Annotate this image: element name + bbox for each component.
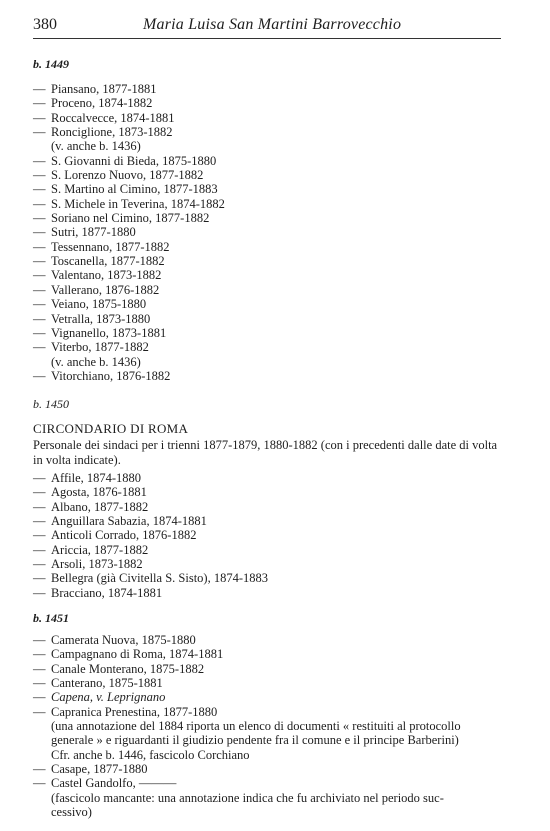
entry-text: Vetralla, 1873-1880 <box>51 311 151 326</box>
entry-text: Valentano, 1873-1882 <box>51 268 162 283</box>
dash-marker: — <box>33 96 46 111</box>
entry-text: Capranica Prenestina, 1877-1880 <box>51 704 218 719</box>
entry-text: Piansano, 1877-1881 <box>51 82 157 96</box>
list-item <box>33 776 513 790</box>
list-item <box>33 676 513 690</box>
dash-marker: — <box>33 368 46 383</box>
entry-text: Castel Gandolfo, ——— <box>51 776 177 791</box>
entry-text: Proceno, 1874-1882 <box>51 96 153 111</box>
list-item <box>33 471 513 485</box>
dash-marker: — <box>33 268 46 283</box>
list-item <box>33 647 513 661</box>
entry-text: Canterano, 1875-1881 <box>51 676 163 691</box>
dash-marker: — <box>33 225 46 240</box>
list-item <box>33 762 513 776</box>
entry-text: Camerata Nuova, 1875-1880 <box>51 633 196 647</box>
entry-text: Bracciano, 1874-1881 <box>51 585 163 600</box>
busta-label: b. 1450 <box>33 397 69 411</box>
entry-text: Arsoli, 1873-1882 <box>51 557 143 572</box>
entry-text: Vallerano, 1876-1882 <box>51 282 160 297</box>
dash-marker: — <box>33 239 46 254</box>
list-item <box>33 211 513 225</box>
list-item <box>33 705 513 719</box>
entry-text: Soriano nel Cimino, 1877-1882 <box>51 211 210 226</box>
dash-marker: — <box>33 585 46 600</box>
dash-marker: — <box>33 776 46 791</box>
entry-text: Cfr. anche b. 1446, fascicolo Corchiano <box>51 747 250 762</box>
list-item <box>33 168 513 182</box>
dash-marker: — <box>33 254 46 269</box>
section-busta-1451 <box>33 611 513 819</box>
dash-marker: — <box>33 571 46 586</box>
entry-text: S. Lorenzo Nuovo, 1877-1882 <box>51 168 204 183</box>
dash-marker: — <box>33 297 46 312</box>
list-item <box>33 125 513 139</box>
dash-marker: — <box>33 676 46 691</box>
dash-marker: — <box>33 125 46 140</box>
list-item <box>33 154 513 168</box>
dash-marker: — <box>33 690 46 705</box>
page-header <box>33 14 501 39</box>
list-item <box>33 571 513 585</box>
dash-marker: — <box>33 514 46 529</box>
entry-note <box>33 791 513 805</box>
list-item <box>33 240 513 254</box>
entry-text: Veiano, 1875-1880 <box>51 297 147 312</box>
entry-text: S. Michele in Teverina, 1874-1882 <box>51 196 225 211</box>
entry-list <box>33 633 513 819</box>
list-item <box>33 662 513 676</box>
busta-label: b. 1451 <box>33 611 69 625</box>
entry-text: (v. anche b. 1436) <box>51 354 141 369</box>
entry-text: (fascicolo mancante: una annotazione indica che fu archiviato nel periodo suc- <box>51 790 444 805</box>
list-item <box>33 268 513 282</box>
dash-marker: — <box>33 542 46 557</box>
list-item <box>33 182 513 196</box>
entry-text: Tessennano, 1877-1882 <box>51 239 170 254</box>
entry-text: (una annotazione del 1884 riporta un elenco di documenti « restituiti al protocollo <box>51 719 461 734</box>
entry-text: Roccalvecce, 1874-1881 <box>51 110 175 125</box>
dash-marker: — <box>33 211 46 226</box>
entry-text: Bellegra (già Civitella S. Sisto), 1874-1883 <box>51 571 268 586</box>
list-item <box>33 197 513 211</box>
list-item <box>33 96 513 110</box>
list-item <box>33 586 513 600</box>
entry-text: Affile, 1874-1880 <box>51 471 142 485</box>
entry-text: Toscanella, 1877-1882 <box>51 254 165 269</box>
dash-marker: — <box>33 196 46 211</box>
list-item <box>33 312 513 326</box>
dash-marker: — <box>33 325 46 340</box>
dash-marker: — <box>33 110 46 125</box>
list-item <box>33 543 513 557</box>
dash-marker: — <box>33 153 46 168</box>
list-item <box>33 297 513 311</box>
district-heading: CIRCONDARIO DI ROMA <box>33 421 189 436</box>
entry-text: Campagnano di Roma, 1874-1881 <box>51 647 224 662</box>
dash-marker: — <box>33 528 46 543</box>
list-item <box>33 340 513 354</box>
dash-marker: — <box>33 762 46 777</box>
entry-note <box>33 139 513 153</box>
entry-note <box>33 719 513 733</box>
dash-marker: — <box>33 182 46 197</box>
list-item <box>33 111 513 125</box>
dash-marker: — <box>33 647 46 662</box>
dash-marker: — <box>33 633 46 647</box>
dash-marker: — <box>33 661 46 676</box>
entry-note <box>33 805 513 819</box>
entry-text: Agosta, 1876-1881 <box>51 485 147 500</box>
dash-marker: — <box>33 82 46 96</box>
list-item <box>33 528 513 542</box>
entry-text: Anticoli Corrado, 1876-1882 <box>51 528 197 543</box>
intro-paragraph: Personale dei sindaci per i trienni 1877-1879, 1880-1882 (con i precedenti dalle date di volta in volta indicate). <box>33 438 498 467</box>
section-busta-1449 <box>33 57 513 383</box>
dash-marker: — <box>33 499 46 514</box>
dash-marker: — <box>33 704 46 719</box>
entry-text: Sutri, 1877-1880 <box>51 225 136 240</box>
entry-note <box>33 733 513 747</box>
dash-marker: — <box>33 485 46 500</box>
dash-marker: — <box>33 282 46 297</box>
entry-text: Canale Monterano, 1875-1882 <box>51 661 205 676</box>
entry-text: Vitorchiano, 1876-1882 <box>51 368 171 383</box>
list-item <box>33 485 513 499</box>
entry-note <box>33 748 513 762</box>
entry-text: cessivo) <box>51 805 92 820</box>
list-item <box>33 514 513 528</box>
list-item <box>33 82 513 96</box>
entry-text: Casape, 1877-1880 <box>51 762 148 777</box>
list-item <box>33 690 513 704</box>
entry-text: Ariccia, 1877-1882 <box>51 542 149 557</box>
list-item <box>33 225 513 239</box>
list-item <box>33 633 513 647</box>
entry-list <box>33 471 513 600</box>
list-item <box>33 254 513 268</box>
entry-text: Albano, 1877-1882 <box>51 499 149 514</box>
entry-note <box>33 355 513 369</box>
entry-text: Viterbo, 1877-1882 <box>51 340 149 355</box>
dash-marker: — <box>33 340 46 355</box>
entry-text: Anguillara Sabazia, 1874-1881 <box>51 514 207 529</box>
dash-marker: — <box>33 311 46 326</box>
page-number: 380 <box>33 16 57 33</box>
entry-text: generale » e riguardanti il giudizio pendente fra il comune e il principe Barberini) <box>51 733 459 748</box>
section-busta-1450 <box>33 397 513 600</box>
dash-marker: — <box>33 557 46 572</box>
entry-text: Capena, v. Leprignano <box>51 690 166 705</box>
list-item <box>33 326 513 340</box>
entry-text: (v. anche b. 1436) <box>51 139 141 154</box>
entry-text: Vignanello, 1873-1881 <box>51 325 167 340</box>
entry-text: Ronciglione, 1873-1882 <box>51 125 173 140</box>
list-item <box>33 557 513 571</box>
list-item <box>33 283 513 297</box>
busta-label: b. 1449 <box>33 57 69 71</box>
entry-text: S. Giovanni di Bieda, 1875-1880 <box>51 153 217 168</box>
dash-marker: — <box>33 471 46 485</box>
entry-list <box>33 82 513 383</box>
list-item <box>33 369 513 383</box>
running-title: Maria Luisa San Martini Barrovecchio <box>143 16 402 33</box>
list-item <box>33 500 513 514</box>
dash-marker: — <box>33 168 46 183</box>
entry-text: S. Martino al Cimino, 1877-1883 <box>51 182 218 197</box>
